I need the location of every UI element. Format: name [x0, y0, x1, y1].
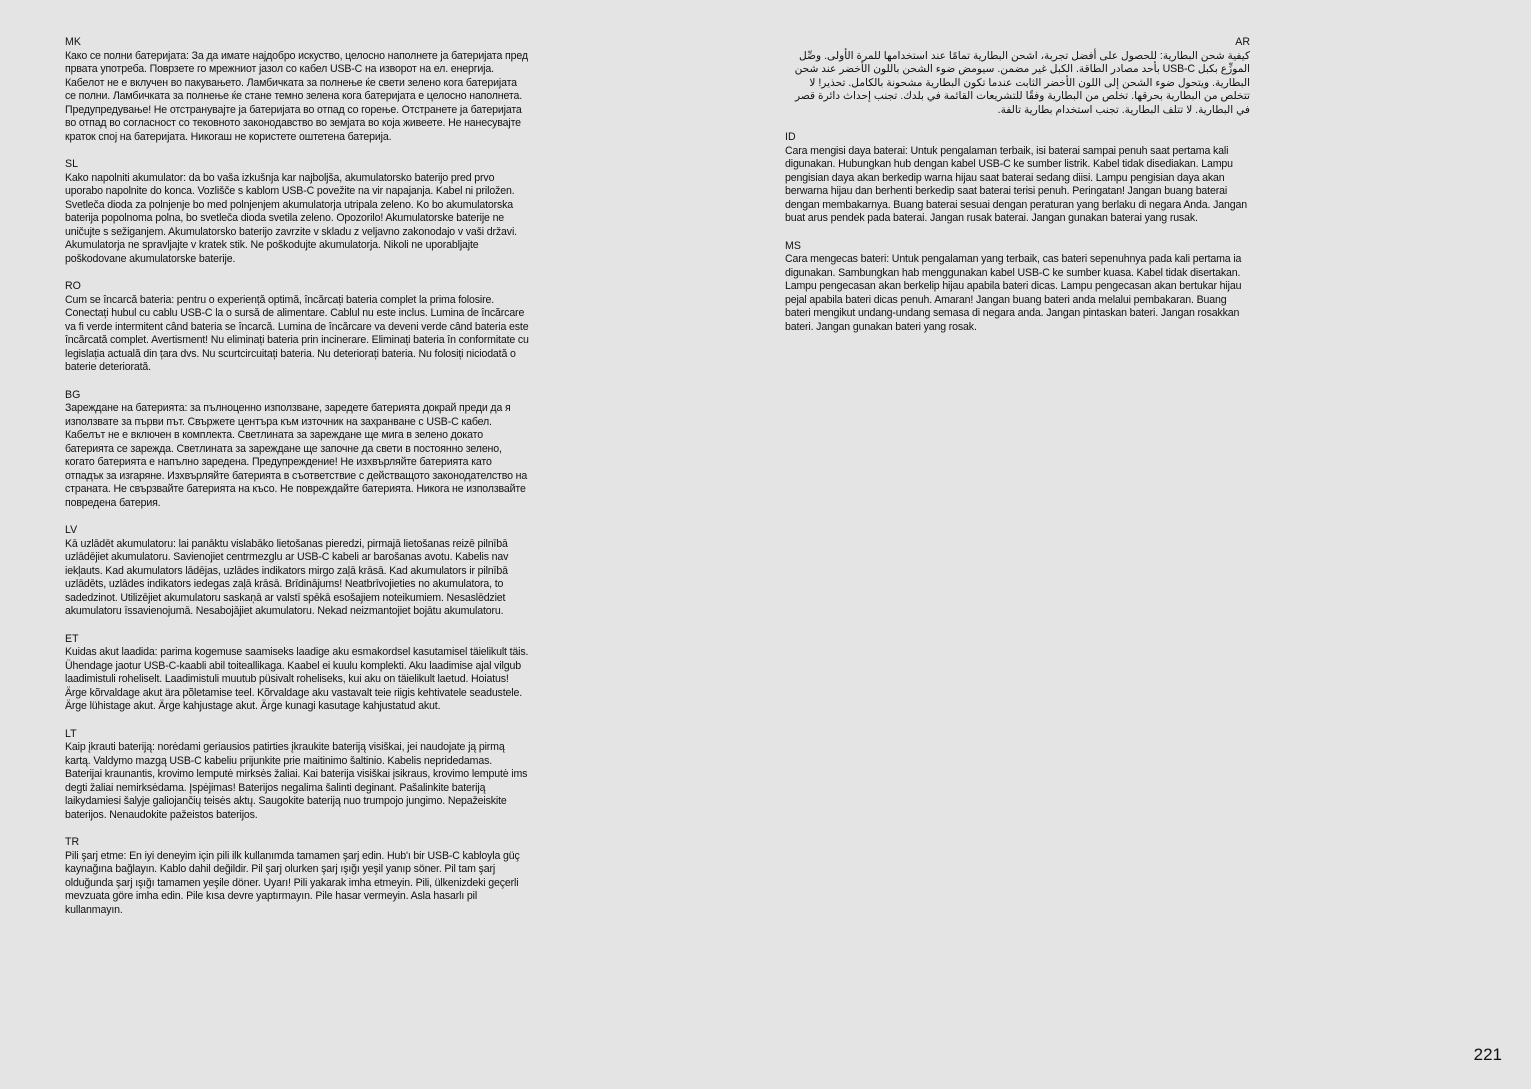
section-text: Kā uzlādēt akumulatoru: lai panāktu vislabāko lietošanas pieredzi, pirmajā lietošanas reizē pilnībā uzlādējiet akumulatoru. Savienojiet centrmezglu ar USB-C kabeli ar barošanas avotu. Kabelis nav iekļauts. Kad akumulators lādējas, uzlādes indikators mirgo zaļā krāsā. Kad akumulators ir pilnībā uzlādēts, uzlādes indikators iedegas zaļā krāsā. Brīdinājums! Neatbrīvojieties no akumulatora, to sadedzinot. Utilizējiet akumulatoru saskaņā ar valstī spēkā esošajiem noteikumiem. Nesaslēdziet akumulatoru īssavienojumā. Nesabojājiet akumulatoru. Nekad neizmantojiet bojātu akumulatoru. [65, 537, 509, 617]
section-id [785, 131, 1250, 226]
section-text: Cum se încarcă bateria: pentru o experiență optimă, încărcați bateria complet la prima folosire. Conectați hubul cu cablu USB-C la o sursă de alimentare. Cablul nu este inclus. Lumina de încărcare va fi verde intermitent când bateria se încarcă. Lumina de încărcare va deveni verde când bateria este încărcată complet. Avertisment! Nu eliminați bateria prin incinerare. Eliminați bateria în conformitate cu legislația actuală din țara dvs. Nu scurtcircuitați bateria. Nu deteriorați bateria. Nu folosiți niciodată o baterie deteriorată. [65, 293, 529, 373]
left-column [65, 36, 530, 931]
language-code: ID [785, 131, 796, 143]
section-tr [65, 836, 530, 917]
section-text: Kako napolniti akumulator: da bo vaša izkušnja kar najboljša, akumulatorsko baterijo pred prvo uporabo napolnite do konca. Vozlišče s kablom USB-C povežite na vir napajanja. Kabel ni priložen. Svetleča dioda za polnjenje bo med polnjenjem akumulatorja utripala zeleno. Ko bo akumulatorska baterija popolnoma polna, bo svetleča dioda svetila zeleno. Opozorilo! Akumulatorske baterije ne uničujte s sežiganjem. Akumulatorsko baterijo zavrzite v skladu z veljavno zakonodajo v vaši državi. Akumulatorja ne spravljajte v kratek stik. Ne poškodujte akumulatorja. Nikoli ne uporabljajte poškodovane akumulatorske baterije. [65, 171, 517, 265]
section-lt [65, 728, 530, 823]
section-sl [65, 158, 530, 266]
section-ro [65, 280, 530, 375]
section-text: Kaip įkrauti bateriją: norėdami geriausios patirties įkraukite bateriją visiškai, jei naudojate ją pirmą kartą. Valdymo mazgą USB-C kabeliu prijunkite prie maitinimo šaltinio. Kabelis nepridedamas. Baterijai kraunantis, krovimo lemputė mirksės žaliai. Kai baterija visiškai įsikraus, krovimo lemputė ims degti žaliai nemirksėdama. Įspėjimas! Baterijos negalima šalinti deginant. Pašalinkite bateriją laikydamiesi šalyje galiojančių teisės aktų. Saugokite bateriją nuo trumpojo jungimo. Nepažeiskite baterijos. Nenaudokite pažeistos baterijos. [65, 741, 528, 821]
section-bg [65, 389, 530, 511]
section-et [65, 633, 530, 714]
section-text: Зареждане на батерията: за пълноценно използване, заредете батерията докрай преди да я използвате за първи път. Свържете центъра към източник на захранване с USB-C кабел. Кабелът не е включен в комплекта. Светлината за зареждане ще мига в зелено докато батерията се зарежда. Светлината за зареждане ще започне да свети в постоянно зелено, когато батерията е напълно заредена. Предупреждение! Не изхвърляйте батерията като отпадък за изгаряне. Изхвърляйте батерията в съответствие с действащото законодателство на страната. Не свързвайте батерията на късо. Не повреждайте батерията. Никога не използвайте повредена батерия. [65, 402, 528, 509]
language-code: MK [65, 36, 81, 48]
section-mk [65, 36, 530, 144]
language-code: SL [65, 158, 78, 170]
language-code: LV [65, 524, 78, 536]
section-ms [785, 240, 1250, 335]
language-code: ET [65, 632, 79, 645]
language-code: TR [65, 836, 80, 848]
language-code: BG [65, 388, 81, 401]
section-lv [65, 524, 530, 619]
section-text: Како се полни батеријата: За да имате најдобро искуство, целосно наполнете ја батеријата пред првата употреба. Поврзете го мрежниот јазол со кабел USB-C на изворот на ел. енергија. Кабелот не е вклучен во пакувањето. Ламбичката за полнење ќе свети зелено кога батеријата се полни. Ламбичката за полнење ќе стане темно зелена кога батеријата е целосно наполнета. Предупредување! Не отстранувајте ја батеријата во отпад со горење. Отстранете ја батеријата во отпад во согласност со тековното законодавство во земјата во која живеете. Не нанесувајте краток спој на батеријата. Никогаш не користете оштетена батерија. [65, 49, 528, 143]
language-code: LT [65, 727, 77, 740]
language-code: AR [1235, 36, 1250, 48]
section-text: Cara mengisi daya baterai: Untuk pengalaman terbaik, isi baterai sampai penuh saat pertama kali digunakan. Hubungkan hub dengan kabel USB-C ke sumber listrik. Kabel tidak disediakan. Lampu pengisian daya akan berkedip warna hijau saat baterai sedang diisi. Lampu pengisian daya akan berwarna hijau dan berhenti berkedip saat baterai terisi penuh. Peringatan! Jangan buang baterai dengan membakarnya. Buang baterai sesuai dengan peraturan yang berlaku di negara Anda. Jangan buat arus pendek pada baterai. Jangan rusak baterai. Jangan gunakan baterai yang rusak. [785, 144, 1247, 224]
page-number: 221 [1473, 1045, 1502, 1064]
section-text: Cara mengecas bateri: Untuk pengalaman yang terbaik, cas bateri sepenuhnya pada kali pertama ia digunakan. Sambungkan hab menggunakan kabel USB-C ke sumber kuasa. Kabel tidak disertakan. Lampu pengecasan akan berkelip hijau apabila bateri dicas. Lampu pengecasan akan bertukar hijau pejal apabila bateri dicas penuh. Amaran! Jangan buang bateri anda melalui pembakaran. Buang bateri mengikut undang-undang semasa di negara anda. Jangan pintaskan bateri. Jangan rosakkan bateri. Jangan gunakan bateri yang rosak. [785, 253, 1242, 333]
right-column [785, 36, 1250, 348]
language-code: MS [785, 239, 801, 252]
section-text: Kuidas akut laadida: parima kogemuse saamiseks laadige aku esmakordsel kasutamisel täielikult täis. Ühendage jaotur USB-C-kaabli abil toiteallikaga. Kaabel ei kuulu komplekti. Aku laadimise ajal vilgub laadimistuli roheliselt. Laadimistuli muutub püsivalt roheliseks, kui aku on täielikult laetud. Hoiatus! Ärge kõrvaldage akut ära põletamise teel. Kõrvaldage aku vastavalt teie riigis kehtivatele seadustele. Ärge lühistage akut. Ärge kahjustage akut. Ärge kunagi kasutage kahjustatud akut. [65, 646, 529, 712]
section-ar [785, 36, 1250, 117]
section-text: Pili şarj etme: En iyi deneyim için pili ilk kullanımda tamamen şarj edin. Hub'ı bir USB-C kabloyla güç kaynağına bağlayın. Kablo dahil değildir. Pil şarj olurken şarj ışığı yeşil yanıp söner. Pil tam şarj olduğunda şarj ışığı tamamen yeşile döner. Uyarı! Pili yakarak imha etmeyin. Pili, ülkenizdeki geçerli mevzuata göre imha edin. Pile kısa devre yaptırmayın. Pile hasar vermeyin. Asla hasarlı pil kullanmayın. [65, 849, 520, 916]
language-code: RO [65, 280, 81, 292]
section-text: كيفية شحن البطارية: للحصول على أفضل تجربة، اشحن البطارية تمامًا عند استخدامها للمرة الأولى. وصِّل الموزِّع بكبل USB-C بأحد مصادر الطاقة. الكبل غير مضمن. سيومض ضوء الشحن باللون الأخضر عند شحن البطارية. ويتحول ضوء الشحن إلى اللون الأخضر الثابت عندما تكون البطارية مشحونة بالكامل. تحذير! لا تتخلص من البطارية بحرقها. تخلص من البطارية وفقًا للتشريعات القائمة في بلدك. تجنب إحداث دائرة قصر في البطارية. لا تتلف البطارية. تجنب استخدام بطارية تالفة. [794, 49, 1250, 116]
